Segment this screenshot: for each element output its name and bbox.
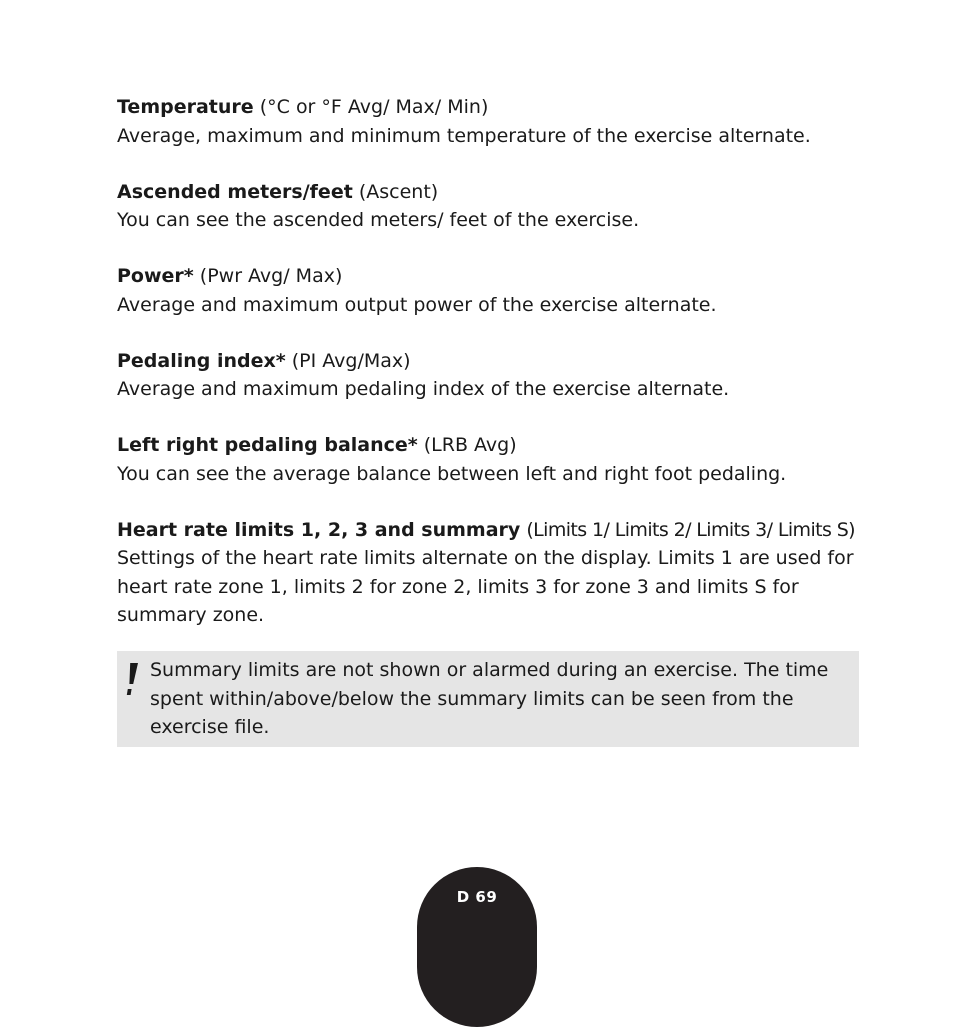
section-subtitle: (PI Avg/Max) bbox=[291, 349, 411, 372]
section-title: Left right pedaling balance* bbox=[117, 434, 418, 456]
note-text: Summary limits are not shown or alarmed during an exercise. The time spent within/above/below the summary limits can be seen from the exercise file. bbox=[150, 659, 829, 738]
page-number-badge bbox=[417, 867, 537, 1027]
document-body bbox=[117, 93, 877, 657]
section-heading bbox=[117, 516, 877, 545]
section-subtitle: (°C or °F Avg/ Max/ Min) bbox=[259, 96, 489, 118]
section-pedaling-index bbox=[117, 347, 877, 404]
section-subtitle: (Limits 1/ Limits 2/ Limits 3/ Limits S) bbox=[526, 518, 855, 541]
section-description: You can see the ascended meters/ feet of the exercise. bbox=[117, 209, 640, 231]
section-title: Power* bbox=[117, 265, 194, 287]
section-title: Temperature bbox=[117, 96, 254, 118]
exclamation-icon bbox=[125, 663, 139, 697]
section-power bbox=[117, 262, 877, 319]
section-pedaling-balance bbox=[117, 431, 877, 488]
section-description: Average and maximum output power of the exercise alternate. bbox=[117, 293, 717, 316]
section-title: Pedaling index* bbox=[117, 349, 286, 372]
section-heading bbox=[117, 178, 877, 207]
section-description: Settings of the heart rate limits alternate on the display. Limits 1 are used for heart rate zone 1, limits 2 for zone 2, limits 3 for zone 3 and limits S for summary zone. bbox=[117, 547, 854, 626]
section-title: Ascended meters/feet bbox=[117, 180, 353, 203]
section-description: Average, maximum and minimum temperature of the exercise alternate. bbox=[117, 124, 811, 147]
section-heart-rate-limits bbox=[117, 516, 877, 630]
section-heading bbox=[117, 431, 877, 460]
section-temperature bbox=[117, 93, 877, 150]
section-subtitle: (LRB Avg) bbox=[423, 434, 517, 456]
page-number: D 69 bbox=[456, 888, 498, 906]
section-subtitle: (Pwr Avg/ Max) bbox=[199, 265, 343, 287]
section-heading bbox=[117, 262, 877, 291]
note-box bbox=[117, 651, 859, 747]
section-description: You can see the average balance between left and right foot pedaling. bbox=[117, 462, 787, 485]
section-ascended-meters bbox=[117, 178, 877, 235]
section-title: Heart rate limits 1, 2, 3 and summary bbox=[117, 518, 521, 541]
section-subtitle: (Ascent) bbox=[358, 180, 439, 203]
section-description: Average and maximum pedaling index of the exercise alternate. bbox=[117, 378, 730, 400]
section-heading bbox=[117, 93, 877, 122]
section-heading bbox=[117, 347, 877, 376]
